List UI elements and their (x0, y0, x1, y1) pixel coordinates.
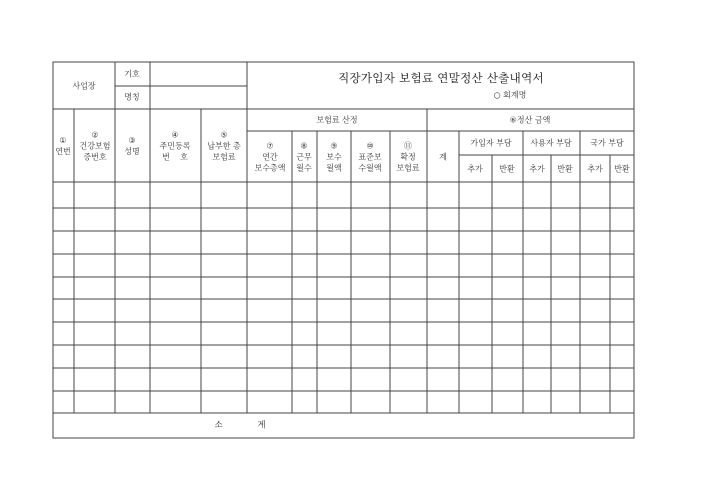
col-resident-reg-no: ④ 주민등록 번 호 (159, 130, 191, 162)
col-state-add: 추가 (587, 164, 603, 174)
col-state-share: 국가 부담 (590, 138, 624, 148)
code-label: 기호 (124, 69, 140, 79)
document-title: 직장가입자 보험료 연말정산 산출내역서 (338, 71, 544, 85)
col-name: ③ 성명 (124, 136, 140, 156)
col-confirmed-premium: ⑪ 확정 보험료 (396, 141, 420, 173)
workplace-label: 사업장 (72, 81, 96, 91)
fiscal-name-label: ○ 회계명 (493, 90, 527, 100)
col-insured-add: 추가 (467, 164, 483, 174)
col-state-refund: 반환 (614, 164, 630, 174)
col-total: 계 (439, 152, 447, 162)
col-annual-pay-total: ⑦ 연간 보수총액 (254, 141, 286, 173)
col-monthly-pay: ⑨ 보수 월액 (326, 141, 342, 173)
name-label: 명칭 (124, 92, 140, 102)
col-insurance-card-no: ② 건강보험 증번호 (79, 130, 111, 162)
col-total-paid-premium: ⑤ 납부한 총 보험료 (207, 130, 241, 162)
col-standard-monthly-pay: ⑩ 표준보 수월액 (358, 141, 382, 173)
col-insured-share: 가입자 부담 (470, 138, 512, 148)
col-serial-no: ① 연번 (55, 136, 71, 156)
col-employer-add: 추가 (529, 164, 545, 174)
col-insured-refund: 반환 (499, 164, 515, 174)
col-months-worked: ⑧ 근무 월수 (296, 141, 312, 173)
col-employer-refund: 반환 (557, 164, 573, 174)
settlement-group-header: ⑥정산 금액 (509, 115, 551, 125)
premium-calc-group-header: 보험료 산정 (316, 115, 358, 125)
col-employer-share: 사용자 부담 (530, 138, 572, 148)
subtotal-label: 소 계 (214, 420, 282, 431)
